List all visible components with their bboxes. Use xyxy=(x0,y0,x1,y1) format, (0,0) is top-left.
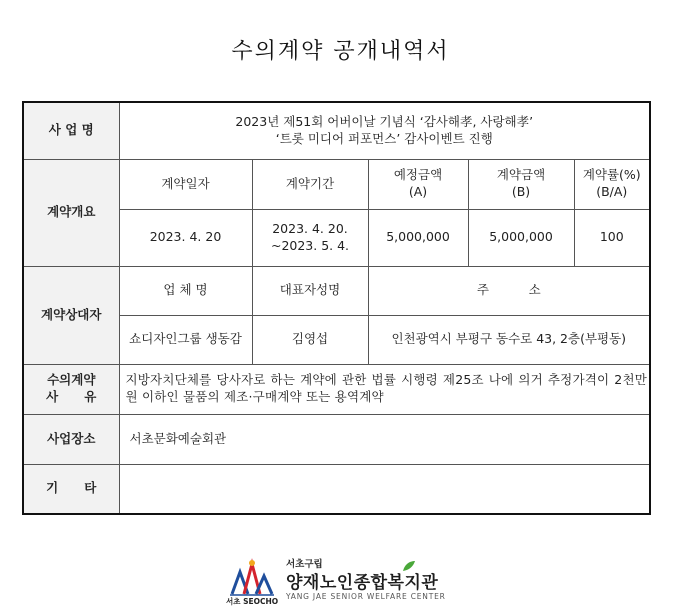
business-name-line1: 2023년 제51회 어버이날 기념식 ‘감사해孝, 사랑해孝’ xyxy=(235,113,534,129)
etc-row xyxy=(23,464,650,514)
contract-amount-header xyxy=(468,159,574,209)
estimate-amount-header-line1: 예정금액 xyxy=(393,167,443,183)
address-value: 인천광역시 부평구 동수로 43, 2층(부평동) xyxy=(368,315,650,364)
contract-rate-header xyxy=(574,159,650,209)
location-row xyxy=(23,414,650,464)
document-title: 수의계약 공개내역서 xyxy=(231,39,450,64)
business-name-label: 사 업 명 xyxy=(23,102,119,159)
business-name-value xyxy=(119,102,650,159)
contract-disclosure-table xyxy=(22,101,651,515)
contract-period-end: ~2023. 5. 4. xyxy=(270,237,350,253)
business-name-line2: ‘트롯 미디어 퍼포먼스’ 감사이벤트 진행 xyxy=(275,130,493,146)
reason-label-line2: 사 유 xyxy=(46,389,97,404)
logo-english-name: YANG JAE SENIOR WELFARE CENTER xyxy=(286,592,446,601)
contract-rate-header-line2: (B/A) xyxy=(596,184,628,199)
leaf-icon xyxy=(402,560,416,572)
contract-amount-value: 5,000,000 xyxy=(468,209,574,266)
center-logo xyxy=(226,554,456,606)
contract-overview-label: 계약개요 xyxy=(23,159,119,266)
contract-rate-value: 100 xyxy=(574,209,650,266)
etc-value xyxy=(119,464,650,514)
estimate-amount-header xyxy=(368,159,468,209)
contract-date-value: 2023. 4. 20 xyxy=(119,209,252,266)
logo-center-name: 양재노인종합복지관 xyxy=(286,573,439,593)
seocho-mark-text: 서초 SEOCHO xyxy=(226,597,279,606)
company-name-header: 업 체 명 xyxy=(119,266,252,315)
contract-overview-header-row xyxy=(23,159,650,209)
representative-value: 김영섭 xyxy=(252,315,368,364)
contract-period-header: 계약기간 xyxy=(252,159,368,209)
representative-header: 대표자성명 xyxy=(252,266,368,315)
location-label: 사업장소 xyxy=(23,414,119,464)
contract-amount-header-line1: 계약금액 xyxy=(496,167,546,183)
reason-row xyxy=(23,364,650,414)
business-name-row xyxy=(23,102,650,159)
contract-period-value xyxy=(252,209,368,266)
logo-org: 서초구립 xyxy=(286,559,323,570)
reason-value: 지방자치단체를 당사자로 하는 계약에 관한 법률 시행령 제25조 나에 의거 추정가격이 2천만원 이하인 물품의 제조·구매계약 또는 용역계약 xyxy=(119,364,650,414)
contract-amount-header-line2: (B) xyxy=(511,184,531,199)
counterparty-header-row xyxy=(23,266,650,315)
company-name-value: 쇼디자인그룹 생동감 xyxy=(119,315,252,364)
location-value: 서초문화예술회관 xyxy=(119,414,650,464)
contract-date-header: 계약일자 xyxy=(119,159,252,209)
counterparty-label: 계약상대자 xyxy=(23,266,119,364)
reason-label-line1: 수의계약 xyxy=(47,372,96,388)
reason-label xyxy=(23,364,119,414)
estimate-amount-value: 5,000,000 xyxy=(368,209,468,266)
contract-period-start: 2023. 4. 20. xyxy=(272,220,348,236)
etc-label: 기 타 xyxy=(23,464,119,514)
estimate-amount-header-line2: (A) xyxy=(408,184,428,199)
address-header: 주 소 xyxy=(368,266,650,315)
contract-rate-header-line1: 계약률(%) xyxy=(582,167,641,183)
